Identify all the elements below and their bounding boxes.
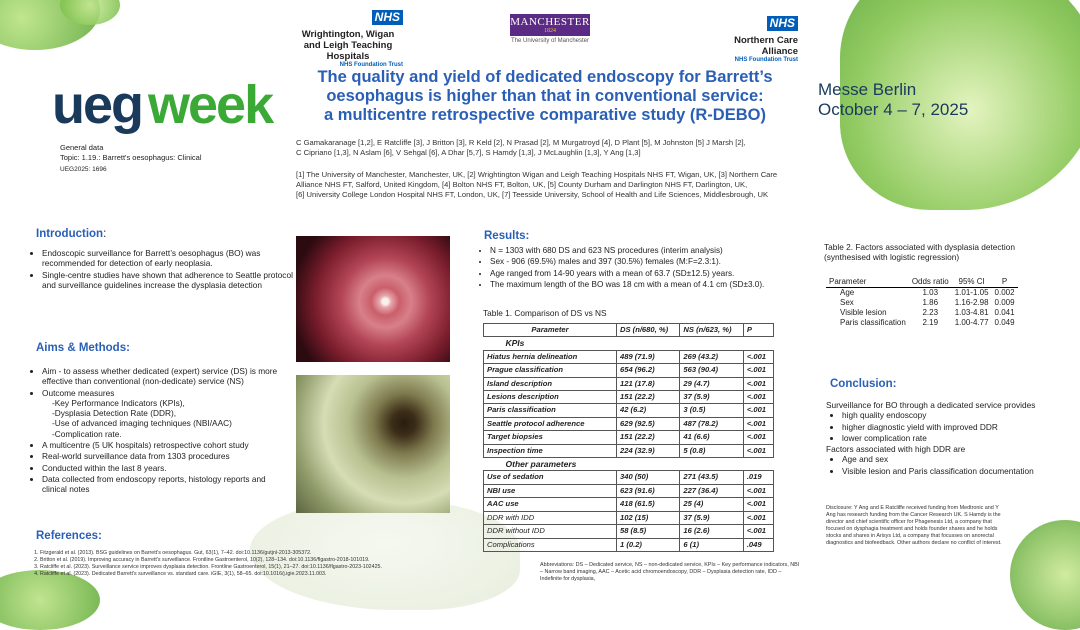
authors: [296, 138, 816, 158]
wwl-name: Wrightington, Wigan and Leigh Teaching Hospitals: [301, 29, 395, 62]
table1-row: [484, 364, 774, 377]
general-data: [60, 143, 202, 175]
introduction-title: Introduction:: [36, 228, 107, 240]
table1-cell: <.001: [743, 511, 773, 524]
table1-header: NS (n/623, %): [680, 324, 743, 337]
table1-cell: 25 (4): [680, 498, 743, 511]
nca-sub: NHS Foundation Trust: [734, 57, 798, 63]
table1-group-label: KPIs: [505, 338, 525, 349]
table1-cell: <.001: [743, 404, 773, 417]
general-label: General data: [60, 143, 104, 152]
table1-cell: Complications: [484, 538, 617, 551]
table1-cell: 654 (96.2): [617, 364, 680, 377]
table1-cell: <.001: [743, 350, 773, 363]
table1-cell: 37 (5.9): [680, 511, 743, 524]
table1-cell: Lesions description: [484, 391, 617, 404]
aims-bullet-outcome: [42, 388, 290, 439]
results-bullet-1: • N = 1303 with 680 DS and 623 NS procedures (interim analysis): [490, 246, 808, 256]
table1-cell: 3 (0.5): [680, 404, 743, 417]
table1-cell: 42 (6.2): [617, 404, 680, 417]
table1-cell: 102 (15): [617, 511, 680, 524]
table1-cell: <.001: [743, 444, 773, 457]
table2-cell: Age: [840, 288, 855, 297]
table1-cell: <.001: [743, 364, 773, 377]
table1-cell: DDR without IDD: [484, 525, 617, 538]
table1-cell: 487 (78.2): [680, 417, 743, 430]
table2-caption-line-2: (synthesised with logistic regression): [824, 252, 960, 262]
table1-row: [484, 377, 774, 390]
table1-cell: 41 (6.6): [680, 431, 743, 444]
table1-cell: 151 (22.2): [617, 431, 680, 444]
aims-bullet-5: • Conducted within the last 8 years.: [42, 463, 290, 473]
table1-row: [484, 444, 774, 457]
table1-cell: 489 (71.9): [617, 350, 680, 363]
conclusion-factor-2: • Visible lesion and Paris classification documentation: [842, 466, 1066, 476]
table2-caption-line-1: Table 2. Factors associated with dysplasia detection: [824, 242, 1015, 252]
table2-row: [826, 308, 1018, 318]
nhs-badge: NHS: [372, 10, 403, 25]
table2-cell: 2.19: [922, 318, 939, 327]
table2-cell: 1.03: [922, 288, 939, 297]
affiliations: [296, 170, 826, 200]
conclusion-factors: Factors associated with high DDR are: [826, 444, 966, 455]
table1-cell: NBI use: [484, 484, 617, 497]
table2-cell: 1.01-1.05: [954, 288, 989, 297]
results-bullet-2: • Sex - 906 (69.5%) males and 397 (30.5%) females (M:F=2.3:1).: [490, 257, 808, 267]
results-bullet-3: • Age ranged from 14-90 years with a mean of 63.7 (SD±12.5) years.: [490, 269, 808, 279]
table1-cell: 623 (91.6): [617, 484, 680, 497]
table1-cell: Island description: [484, 377, 617, 390]
ueg-text: ueg: [52, 75, 143, 135]
general-code: UEG2025: 1696: [60, 166, 107, 173]
title-line-2: oesophagus is higher than that in conventional service:: [326, 87, 764, 105]
conclusion-factor-1: • Age and sex: [842, 454, 1066, 464]
results-title: Results:: [484, 230, 530, 242]
nhs-badge-2: NHS: [767, 16, 798, 31]
table1-cell: 151 (22.2): [617, 391, 680, 404]
table1-row: [484, 511, 774, 524]
wwl-sub: NHS Foundation Trust: [339, 62, 403, 68]
title-line-1: The quality and yield of dedicated endoscopy for Barrett’s: [317, 68, 773, 86]
affiliations-line-3: [6] University College London Hospital NHS FT, London, UK, [7] Teesside University, School of Health and Life Sciences, Middlesbrough, UK: [296, 190, 769, 199]
table1-header-row: [484, 324, 774, 337]
table1-row: [484, 484, 774, 497]
table1-cell: 563 (90.4): [680, 364, 743, 377]
table1-cell: 5 (0.8): [680, 444, 743, 457]
table1-cell: 271 (43.5): [680, 471, 743, 484]
table2-cell: Sex: [840, 298, 854, 307]
table1-row: [484, 431, 774, 444]
references-section: [30, 530, 450, 578]
table2-cell: 1.86: [922, 298, 939, 307]
table2-header: 95% CI: [958, 277, 985, 286]
table2-cell: 1.16-2.98: [954, 298, 989, 307]
conclusion-title: Conclusion:: [830, 378, 897, 390]
poster-title: [300, 68, 790, 125]
table1-row: [484, 391, 774, 404]
table1-cell: 340 (50): [617, 471, 680, 484]
table1-cell: <.001: [743, 525, 773, 538]
table2-header: Parameter: [829, 277, 867, 286]
nca-name: Northern Care Alliance: [734, 35, 798, 57]
reference-2: 2. Britton et al. (2019). Improving accuracy in Barrett's surveillance. Frontline Gastroenterol, 10(2), 128–134. doi:10.1136/flgastro-2018-101019.: [40, 557, 450, 564]
authors-line-1: C Gamakaranage [1,2], E Ratcliffe [3], J Britton [3], R Keld [2], N Prasad [2], M Murgatroyd [4], D Plant [5], M Johnston [5] J Marsh [2],: [296, 138, 746, 147]
affiliations-line-2: Alliance NHS FT, Salford, United Kingdom, [4] Bolton NHS FT, Bolton, UK, [5] County Durham and Darlington NHS FT, Darlington, UK,: [296, 180, 748, 189]
table1-row: [484, 404, 774, 417]
table1-cell: 121 (17.8): [617, 377, 680, 390]
conclusion-provides-2: • higher diagnostic yield with improved DDR: [842, 422, 1066, 432]
table1-caption: Table 1. Comparison of DS vs NS: [483, 308, 607, 318]
general-topic: Topic: 1.19.: Barrett's oesophagus: Clinical: [60, 152, 202, 162]
aims-bullet-4: • Real-world surveillance data from 1303 procedures: [42, 451, 290, 461]
aims-sub-4: -Complication rate.: [52, 428, 122, 439]
aims-bullet-aim: • Aim - to assess whether dedicated (expert) service (DS) is more effective than conventional (non-dedicate) service (NS): [42, 366, 290, 387]
table2-header: P: [1001, 277, 1008, 286]
table1-cell: 6 (1): [680, 538, 743, 551]
table1-cell: <.001: [743, 431, 773, 444]
table2-cell: 0.002: [994, 288, 1015, 297]
logo-manchester: [510, 14, 590, 44]
table2-cell: Visible lesion: [840, 308, 887, 317]
venue-dates: October 4 – 7, 2025: [818, 100, 969, 119]
table1-cell: Hiatus hernia delineation: [484, 350, 617, 363]
venue: [818, 80, 968, 120]
aims-outcome-label: Outcome measures: [42, 387, 115, 398]
table1-cell: 418 (61.5): [617, 498, 680, 511]
aims-bullet-6: • Data collected from endoscopy reports, histology reports and clinical notes: [42, 474, 290, 495]
table1-row: [484, 525, 774, 538]
affiliations-line-1: [1] The University of Manchester, Manchester, UK, [2] Wrightington Wigan and Leigh Teaching Hospitals NHS FT, Wigan, UK, [3] Northern Care: [296, 170, 778, 179]
logo-nca: [700, 14, 798, 63]
table2-row: [826, 288, 1018, 299]
results-bullet-4: • The maximum length of the BO was 18 cm with a mean of 4.1 cm (SD±3.0).: [490, 280, 808, 290]
references-title: References:: [36, 530, 102, 542]
table2-cell: 0.041: [994, 308, 1015, 317]
table1-cell: AAC use: [484, 498, 617, 511]
venue-city: Messe Berlin: [818, 80, 917, 99]
table1-cell: DDR with IDD: [484, 511, 617, 524]
table1-cell: 629 (92.5): [617, 417, 680, 430]
table2-row: [826, 318, 1018, 328]
table1-cell: <.001: [743, 391, 773, 404]
table1-cell: .019: [743, 471, 773, 484]
aims-title: Aims & Methods:: [36, 342, 130, 354]
aims-sub-2: -Dysplasia Detection Rate (DDR),: [52, 408, 177, 419]
table1-abbreviations: Abbreviations: DS – Dedicated service, NS – non-dedicated service, KPIs – Key performance indicators, NBI – Narrow band imaging, AAC – Acetic acid chromoendoscopy, DDR – Dysplasia detection rate, IDD – Indefinite for dysplasia,: [540, 562, 800, 582]
aims-section: [30, 342, 290, 496]
table1-cell: 37 (5.9): [680, 391, 743, 404]
manchester-name: MANCHESTER: [510, 16, 590, 28]
table1-cell: Target biopsies: [484, 431, 617, 444]
table1-cell: 16 (2.6): [680, 525, 743, 538]
table2-cell: 0.049: [994, 318, 1015, 327]
endoscopy-image-barretts: [296, 236, 450, 362]
table2-cell: 2.23: [922, 308, 939, 317]
table1-cell: Inspection time: [484, 444, 617, 457]
results-section: [478, 230, 808, 291]
manchester-year: 1824: [544, 28, 556, 34]
table2-cell: 1.00-4.77: [954, 318, 989, 327]
table2: [826, 277, 1018, 328]
table2-cell: 1.03-4.81: [954, 308, 989, 317]
table1-cell: <.001: [743, 377, 773, 390]
table1-cell: <.001: [743, 498, 773, 511]
aims-bullet-3: • A multicentre (5 UK hospitals) retrospective cohort study: [42, 440, 290, 450]
table1-cell: 227 (36.4): [680, 484, 743, 497]
table1-row: [484, 498, 774, 511]
reference-4: 4. Ratcliffe et al. (2023). Dedicated Barrett's surveillance vs. standard care. iGIE, 3(1), 58–65. doi:10.1016/j.igie.2023.11.003.: [40, 571, 450, 578]
aims-sub-3: -Use of advanced imaging techniques (NBI/AAC): [52, 418, 232, 429]
table2-cell: 0.009: [994, 298, 1015, 307]
ueg-week-logo: [52, 75, 273, 135]
table1-cell: 58 (8.5): [617, 525, 680, 538]
week-text: week: [148, 75, 273, 135]
introduction-title-text: Introduction: [36, 228, 104, 240]
table2-header: Odds ratio: [911, 277, 949, 286]
logo-wwl: [293, 8, 403, 68]
table1-cell: 1 (0.2): [617, 538, 680, 551]
reference-1: 1. Fitzgerald et al. (2013). BSG guidelines on Barrett's oesophagus. Gut, 63(1), 7–42. doi:10.1136/gutjnl-2013-305372.: [40, 550, 450, 557]
table1-cell: <.001: [743, 484, 773, 497]
table1-row: [484, 471, 774, 484]
conclusion-provides-1: • high quality endoscopy: [842, 410, 1066, 420]
aims-sub-1: -Key Performance Indicators (KPIs),: [52, 397, 185, 408]
manchester-sub: The University of Manchester: [510, 38, 590, 44]
table1-header: DS (n/680, %): [617, 324, 680, 337]
disclosure: Disclosure: Y Ang and E Ratcliffe received funding from Medtronic and Y Ang has research funding from the Cancer Research UK. S Hamdy is the director and chief scientific officer for Phagenesis Ltd, a company that focused on dysphagia treatment and holds founder shares and he holds stocks and shares in Arisys Ltd, a company that focusses on anorectal diagnostics and biofeedback. Other authors declare no conflict of interest.: [826, 505, 1002, 546]
table1-header: P: [743, 324, 773, 337]
table1: [483, 323, 774, 552]
table1-group-other: [484, 458, 774, 471]
table2-caption: [824, 242, 1015, 262]
table2-header-row: [826, 277, 1018, 288]
table1-cell: <.001: [743, 417, 773, 430]
table1-cell: 269 (43.2): [680, 350, 743, 363]
conclusion-provides-3: • lower complication rate: [842, 433, 1066, 443]
introduction-section: [30, 228, 300, 291]
conclusion-section: [826, 378, 1066, 477]
table1-cell: Paris classification: [484, 404, 617, 417]
table1-row: [484, 417, 774, 430]
table1-group-kpis: [484, 337, 774, 350]
table2-row: [826, 298, 1018, 308]
intro-bullet-1: • Endoscopic surveillance for Barrett’s oesophagus (BO) was recommended for detection of early neoplasia.: [42, 248, 300, 269]
table2-cell: Paris classification: [840, 318, 906, 327]
title-line-3: a multicentre retrospective comparative study (R-DEBO): [324, 106, 766, 124]
table1-row: [484, 350, 774, 363]
endoscopy-image-nbi: [296, 375, 450, 513]
table1-header: Parameter: [484, 324, 617, 337]
table1-cell: 29 (4.7): [680, 377, 743, 390]
table1-cell: Seattle protocol adherence: [484, 417, 617, 430]
table1-cell: 224 (32.9): [617, 444, 680, 457]
table1-cell: Prague classification: [484, 364, 617, 377]
table1-cell: .049: [743, 538, 773, 551]
reference-3: 3. Ratcliffe et al. (2023). Surveillance service improves dysplasia detection. Frontline Gastroenterol, 15(1), 21–27. doi:10.1136/flgastro-2023-102425.: [40, 564, 450, 571]
table1-group-label: Other parameters: [505, 459, 577, 470]
authors-line-2: C Cipriano [1,3], N Aslam [6], V Sehgal [6], A Dhar [5,7], S Hamdy [1,3], J McLaughlin [1,3], Y Ang [1,3]: [296, 148, 641, 157]
table1-cell: Use of sedation: [484, 471, 617, 484]
intro-bullet-2: • Single-centre studies have shown that adherence to Seattle protocol and surveillance guidelines increase the dysplasia detection: [42, 270, 300, 291]
table1-row: [484, 538, 774, 551]
conclusion-intro: Surveillance for BO through a dedicated service provides: [826, 400, 1036, 410]
